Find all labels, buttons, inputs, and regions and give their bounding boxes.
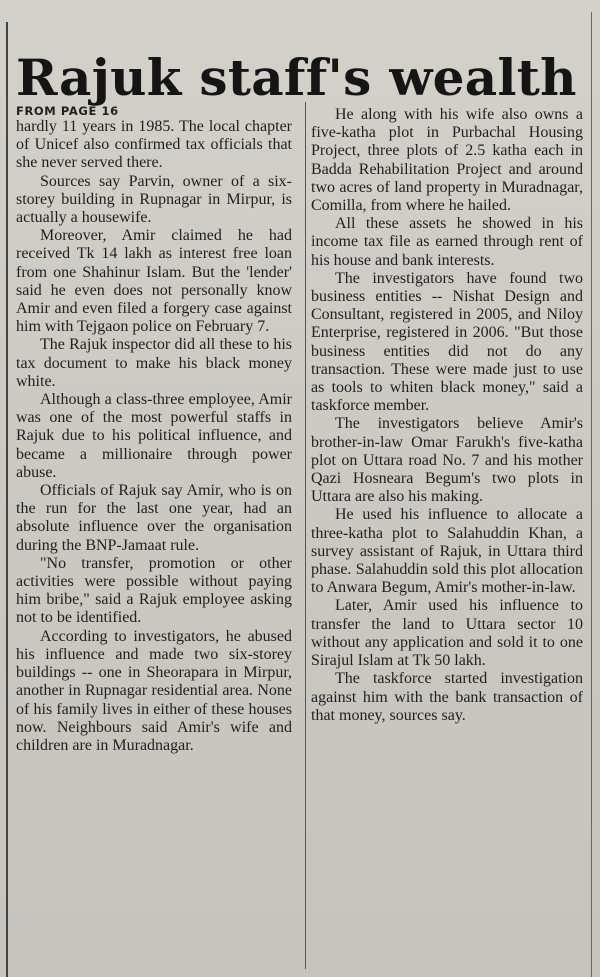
paragraph: Moreover, Amir claimed he had received Tk 14 lakh as interest free loan from one Shahinur Islam. But the 'lender' said he even does not personally know Amir and even filed a forgery case against him with Tejgaon police on February 7.: [16, 227, 292, 336]
headline: Rajuk staff's wealth: [16, 47, 577, 107]
paragraph: hardly 11 years in 1985. The local chapter of Unicef also confirmed tax officials that she never served there.: [16, 118, 292, 172]
paragraph: Officials of Rajuk say Amir, who is on the run for the last one year, had an absolute influence over the organisation during the BNP-Jamaat rule.: [16, 482, 292, 554]
paragraph: Although a class-three employee, Amir was one of the most powerful staffs in Rajuk due to his political influence, and became a millionaire through power abuse.: [16, 391, 292, 481]
paragraph: The investigators have found two business entities -- Nishat Design and Consultant, registered in 2005, and Niloy Enterprise, registered in 2006. "But those business entities did not do any transaction. These were made just to use as tools to whiten black money," said a taskforce member.: [311, 269, 583, 415]
paragraph: The investigators believe Amir's brother-in-law Omar Farukh's five-katha plot on Uttara road No. 7 and his mother Qazi Hosneara Begum's two plots in Uttara are also his making.: [311, 415, 583, 506]
paragraph: He along with his wife also owns a five-katha plot in Purbachal Housing Project, three plots of 2.5 katha each in Badda Rehabilitation Project and around two acres of land property in Muradnagar, Comilla, from where he hailed.: [311, 106, 583, 215]
left-column-rule: [6, 22, 8, 977]
right-column-rule: [591, 12, 592, 977]
right-column: [311, 106, 583, 725]
continued-from-label: FROM PAGE 16: [16, 104, 119, 118]
paragraph: Sources say Parvin, owner of a six-storey building in Rupnagar in Mirpur, is actually a housewife.: [16, 172, 292, 227]
paragraph: "No transfer, promotion or other activities were possible without paying him bribe," said a Rajuk employee asking not to be identified.: [16, 554, 292, 627]
column-divider: [305, 102, 306, 969]
paragraph: All these assets he showed in his income tax file as earned through rent of his house and bank interests.: [311, 215, 583, 269]
paragraph: The taskforce started investigation against him with the bank transaction of that money, sources say.: [311, 670, 583, 724]
paragraph: The Rajuk inspector did all these to his tax document to make his black money white.: [16, 336, 292, 390]
left-column: [16, 104, 292, 755]
paragraph: He used his influence to allocate a three-katha plot to Salahuddin Khan, a survey assistant of Rajuk, in Uttara third phase. Salahuddin sold this plot allocation to Anwara Begum, Amir's mother-in-law.: [311, 506, 583, 597]
paragraph: Later, Amir used his influence to transfer the land to Uttara sector 10 without any application and sold it to one Sirajul Islam at Tk 50 lakh.: [311, 597, 583, 670]
paragraph: According to investigators, he abused his influence and made two six-storey buildings -- one in Sheorapara in Mirpur, another in Rupnagar residential area. None of his family lives in either of these houses now. Neighbours said Amir's wife and children are in Muradnagar.: [16, 627, 292, 754]
